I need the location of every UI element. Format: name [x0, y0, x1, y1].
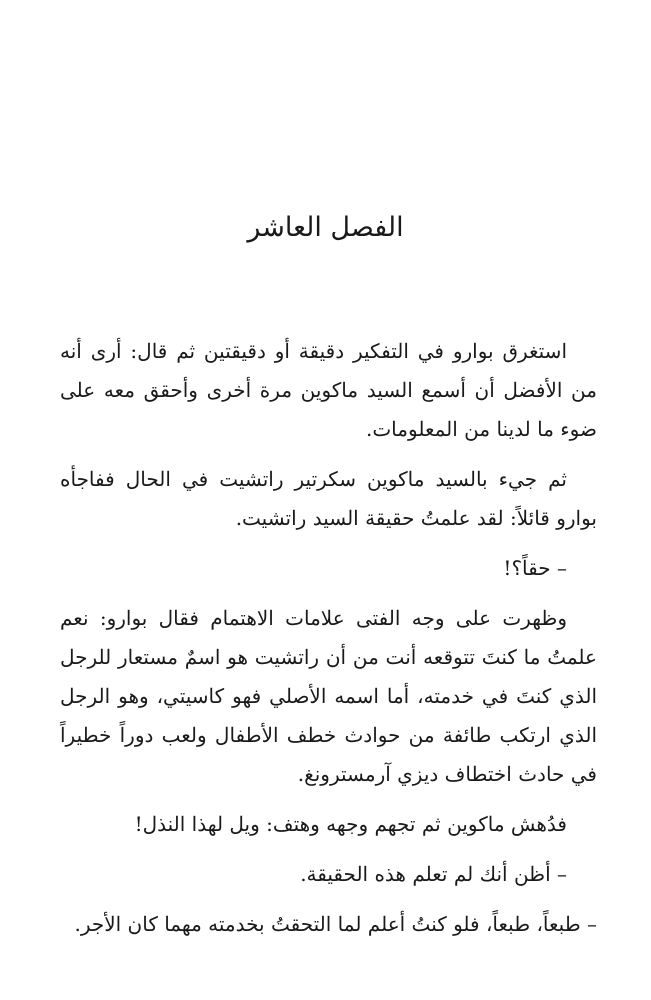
paragraph-4: وظهرت على وجه الفتى علامات الاهتمام فقال بوارو: نعم علمتُ ما كنتَ تتوقعه أنت من أن راتشيت هو اسمٌ مستعار للرجل الذي كنتَ في خدمته، أما اسمه الأصلي فهو كاسيتي، وهو الرجل الذي ارتكب طائفة من حوادث خطف الأطفال ولعب دوراً خطيراً في حادث اختطاف ديزي آرمسترونغ. — [60, 606, 597, 786]
paragraph-3: – حقاً؟! — [503, 556, 567, 580]
paragraph-1: استغرق بوارو في التفكير دقيقة أو دقيقتين ثم قال: أرى أنه من الأفضل أن أسمع السيد ماكوين مرة أخرى وأحقق معه على ضوء ما لدينا من المعلومات. — [60, 339, 597, 441]
paragraph-7: – طبعاً، طبعاً، فلو كنتُ أعلم لما التحقتُ بخدمته مهما كان الأجر. — [74, 912, 597, 936]
paragraph-6: – أظن أنك لم تعلم هذه الحقيقة. — [300, 862, 567, 886]
chapter-title: الفصل العاشر — [247, 212, 404, 243]
paragraph-2: ثم جيء بالسيد ماكوين سكرتير راتشيت في الحال ففاجأه بوارو قائلاً: لقد علمتُ حقيقة السيد راتشيت. — [60, 467, 597, 530]
chapter-text — [60, 332, 597, 955]
paragraph-5: فدُهش ماكوين ثم تجهم وجهه وهتف: ويل لهذا النذل! — [134, 812, 567, 836]
